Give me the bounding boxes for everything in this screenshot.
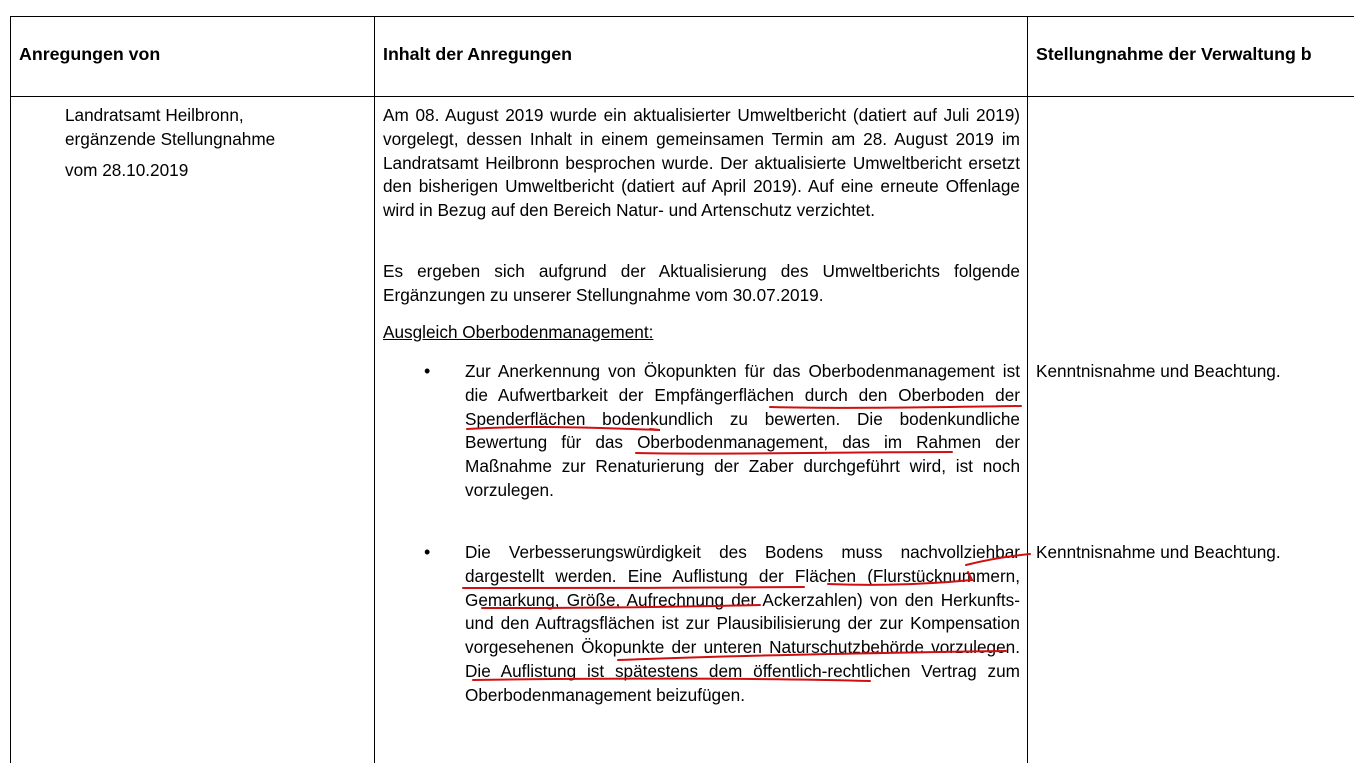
- response-2: Kenntnisnahme und Beachtung.: [1036, 542, 1281, 562]
- content-paragraph-2: Es ergeben sich aufgrund der Aktualisierung des Umweltberichts folgende Ergänzungen zu unserer Stellungnahme vom 30.07.2019.: [383, 261, 1020, 305]
- table-top-border: [10, 16, 1354, 17]
- sender-subtitle: ergänzende Stellungnahme: [65, 129, 276, 149]
- sender-date: vom 28.10.2019: [65, 160, 189, 180]
- bullet-marker-2: •: [424, 542, 431, 562]
- bullet-marker-1: •: [424, 361, 431, 381]
- bullet-item-2: Die Verbesserungswürdigkeit des Bodens muss nachvollziehbar dargestellt werden. Eine Auflistung der Flächen (Flurstücknummern, Gemarkung, Größe, Aufrechnung der Ackerzahlen) von den Herkunfts- und den Auftragsflächen ist zur Plausibilisierung der zur Kompensation vorgesehenen Ökopunkte der unteren Naturschutzbehörde vorzulegen. Die Auflistung ist spätestens dem öffentlich-rechtlichen Vertrag zum Oberbodenmanagement beizufügen.: [465, 542, 1020, 705]
- response-1: Kenntnisnahme und Beachtung.: [1036, 361, 1281, 381]
- header-anregungen-von: Anregungen von: [19, 44, 161, 64]
- header-bottom-border: [10, 96, 1354, 97]
- column-divider-1: [374, 16, 375, 763]
- content-paragraph-1: Am 08. August 2019 wurde ein aktualisierter Umweltbericht (datiert auf Juli 2019) vorgelegt, dessen Inhalt in einem gemeinsamen Termin am 28. August 2019 im Landratsamt Heilbronn besprochen wurde. Der aktualisierte Umweltbericht ersetzt den bisherigen Umweltbericht (datiert auf April 2019). Auf eine erneute Offenlage wird in Bezug auf den Bereich Natur- und Artenschutz verzichtet.: [383, 105, 1020, 221]
- column-divider-2: [1027, 16, 1028, 763]
- header-stellungnahme: Stellungnahme der Verwaltung b: [1036, 44, 1312, 64]
- table-left-border: [10, 16, 11, 763]
- subheading-oberbodenmanagement: Ausgleich Oberbodenmanagement:: [383, 322, 654, 342]
- sender-name: Landratsamt Heilbronn,: [65, 105, 244, 125]
- bullet-item-1: Zur Anerkennung von Ökopunkten für das Oberbodenmanagement ist die Aufwertbarkeit der Empfängerflächen durch den Oberboden der Spenderflächen bodenkundlich zu bewerten. Die bodenkundliche Bewertung für das Oberbodenmanagement, das im Rahmen der Maßnahme zur Renaturierung der Zaber durchgeführt wird, ist noch vorzulegen.: [465, 361, 1020, 500]
- header-inhalt: Inhalt der Anregungen: [383, 44, 573, 64]
